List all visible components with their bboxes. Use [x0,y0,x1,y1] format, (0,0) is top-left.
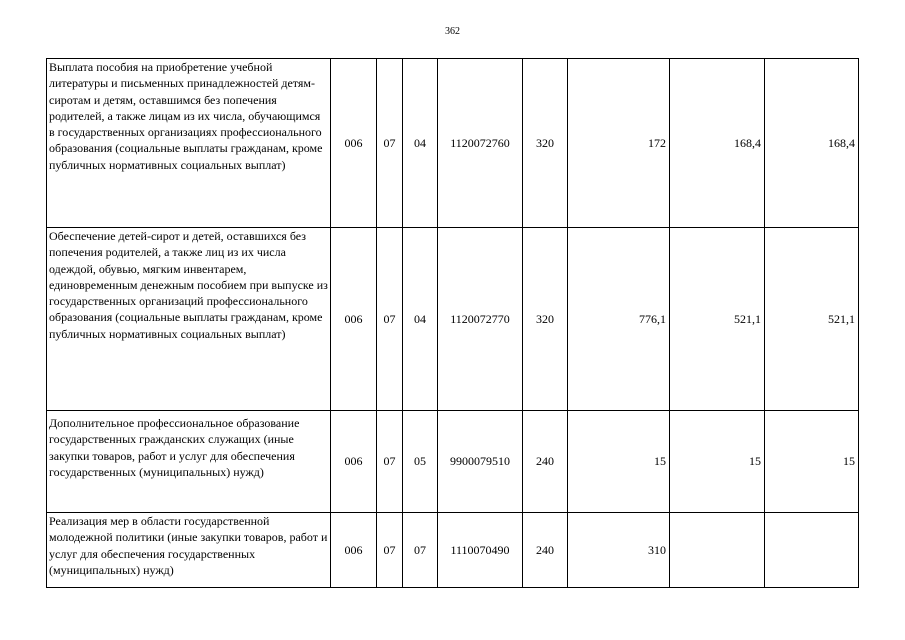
target-article-code: 9900079510 [438,411,523,513]
subsection-code: 04 [403,59,438,228]
ministry-code: 006 [331,59,377,228]
section-code: 07 [377,228,403,411]
table-row [47,513,859,588]
page-number: 362 [445,26,460,37]
amount-1: 310 [568,513,670,588]
row-description: Выплата пособия на приобретение учебной литературы и письменных принадлежностей детям-сиротам и детям, оставшимся без попечения родителей, а также лицам из их числа, обучающимся в государственных организациях профессионального образования (социальные выплаты гражданам, кроме публичных нормативных социальных выплат) [47,59,331,228]
amount-2: 15 [670,411,765,513]
table-row [47,59,859,228]
ministry-code: 006 [331,411,377,513]
expense-type-code: 320 [523,59,568,228]
amount-3: 168,4 [765,59,859,228]
subsection-code: 04 [403,228,438,411]
ministry-code: 006 [331,513,377,588]
ministry-code: 006 [331,228,377,411]
budget-table [46,58,859,588]
target-article-code: 1110070490 [438,513,523,588]
target-article-code: 1120072760 [438,59,523,228]
expense-type-code: 320 [523,228,568,411]
amount-2: 168,4 [670,59,765,228]
subsection-code: 05 [403,411,438,513]
subsection-code: 07 [403,513,438,588]
expense-type-code: 240 [523,411,568,513]
amount-3: 15 [765,411,859,513]
table-row [47,411,859,513]
section-code: 07 [377,513,403,588]
amount-1: 172 [568,59,670,228]
row-description: Реализация мер в области государственной молодежной политики (иные закупки товаров, работ и услуг для обеспечения государственных (муниципальных) нужд) [47,513,331,588]
amount-1: 15 [568,411,670,513]
amount-3 [765,513,859,588]
expense-type-code: 240 [523,513,568,588]
target-article-code: 1120072770 [438,228,523,411]
row-description: Дополнительное профессиональное образование государственных гражданских служащих (иные закупки товаров, работ и услуг для обеспечения государственных (муниципальных) нужд) [47,411,331,513]
amount-1: 776,1 [568,228,670,411]
section-code: 07 [377,411,403,513]
row-description: Обеспечение детей-сирот и детей, оставшихся без попечения родителей, а также лиц из их числа одеждой, обувью, мягким инвентарем, единовременным денежным пособием при выпуске из государственных организаций профессионального образования (социальные выплаты гражданам, кроме публичных нормативных социальных выплат) [47,228,331,411]
amount-3: 521,1 [765,228,859,411]
table-row [47,228,859,411]
amount-2 [670,513,765,588]
section-code: 07 [377,59,403,228]
amount-2: 521,1 [670,228,765,411]
